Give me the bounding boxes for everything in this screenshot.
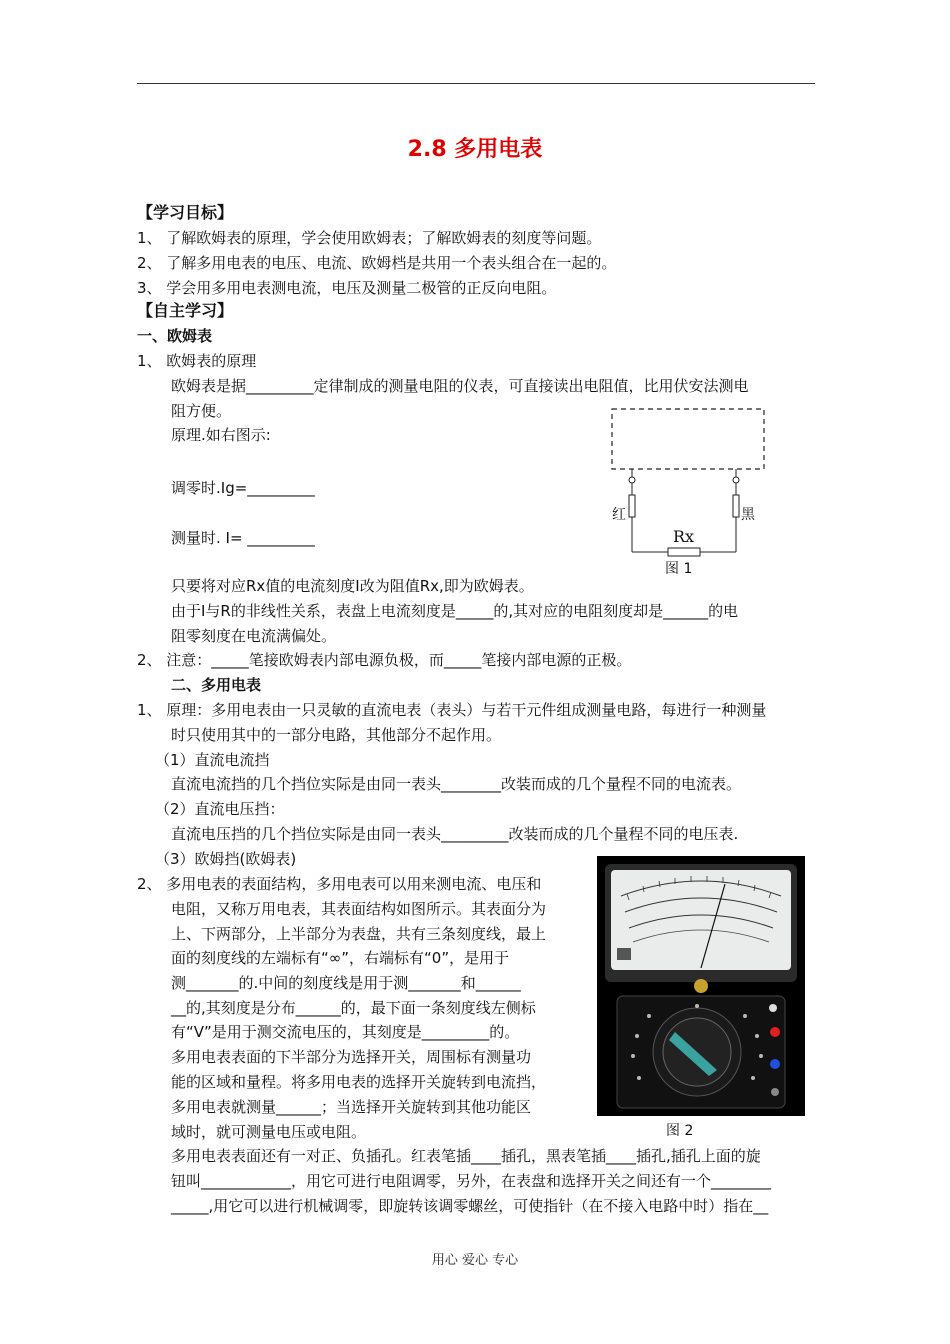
figure2-multimeter [597,856,805,1116]
subheading-ohm: （3）欧姆挡(欧姆表) [155,850,297,868]
dashed-box [612,409,764,469]
paragraph-line: 域时，就可测量电压或电阻。 [171,1123,367,1141]
part2-heading: 二、多用电表 [171,676,262,694]
figure1-circuit [600,405,780,580]
paragraph-line: 欧姆表是据_________定律制成的测量电阻的仪表，可直接读出电阻值，比用伏安法测电 [171,377,749,395]
goal-1: 1、 了解欧姆表的原理，学会使用欧姆表；了解欧姆表的刻度等问题。 [137,229,602,247]
paragraph-line: 上、下两部分，上半部分为表盘，共有三条刻度线，最上 [171,925,547,943]
item2-note: 2、 注意：_____笔接欧姆表内部电源负极，而_____笔接内部电源的正极。 [137,651,632,669]
jack-bottom [771,1088,779,1096]
paragraph-line: 多用电表表面还有一对正、负插孔。红表笔插____插孔，黑表笔插____插孔,插孔上面的旋 [171,1147,761,1165]
paragraph-line: 调零时.Ig=_________ [171,479,315,497]
paragraph-line: __的,其刻度是分布______的，最下面一条刻度线左侧标 [171,999,536,1017]
paragraph-line: 面的刻度线的左端标有“∞”，右端标有“0”，是用于 [171,949,510,967]
blue-jack [770,1059,780,1069]
paragraph-line: 直流电压挡的几个挡位实际是由同一表头_________改装而成的几个量程不同的电压表. [171,825,739,843]
paragraph-line: 直流电流挡的几个挡位实际是由同一表头________改装而成的几个量程不同的电流表。 [171,775,742,793]
figure1-caption: 图 1 [665,561,693,577]
rx-resistor [668,548,700,556]
jack-top [769,1004,777,1012]
paragraph-line: 只要将对应Rx值的电流刻度Ⅰ改为阻值Rx,即为欧姆表。 [171,577,534,595]
red-jack [770,1027,780,1037]
part1-heading: 一、欧姆表 [137,327,213,345]
zero-adjust-screw [694,979,708,993]
red-terminal [629,477,635,483]
black-probe [733,495,739,517]
figure2-caption: 图 2 [666,1123,694,1139]
paragraph-line: 多用电表就测量______；当选择开关旋转到其他功能区 [171,1098,532,1116]
black-terminal [733,477,739,483]
paragraph-line: 有“V”是用于测交流电压的，其刻度是_________的。 [171,1023,520,1041]
paragraph-line: 时只使用其中的一部分电路，其他部分不起作用。 [171,726,502,744]
paragraph-line: 能的区域和量程。将多用电表的选择开关旋转到电流挡， [171,1073,547,1091]
black-probe-label: 黑 [741,507,755,523]
paragraph-line: 原理.如右图示: [171,426,271,444]
page-footer: 用心 爱心 专心 [431,1253,519,1268]
paragraph-line: 钮叫____________，用它可进行电阻调零，另外，在表盘和选择开关之间还有一个________ [171,1172,772,1190]
paragraph-line: _____,用它可以进行机械调零，即旋转该调零螺丝，可使指针（在不接入电路中时）指在__ [171,1197,769,1215]
red-probe-label: 红 [612,507,626,523]
subheading-dc-current: （1）直流电流挡 [155,751,270,769]
paragraph-line: 测_______的.中间的刻度线是用于测_______和______ [171,974,521,992]
dial-face [611,870,791,970]
paragraph-line: 阻零刻度在电流满偏处。 [171,627,337,645]
goal-2: 2、 了解多用电表的电压、电流、欧姆档是共用一个表头组合在一起的。 [137,254,617,272]
paragraph-line: 电阻，又称万用电表，其表面结构如图所示。其表面分为 [171,900,547,918]
rx-label: Rx [673,527,695,546]
self-study-heading: 【自主学习】 [137,301,234,320]
red-probe [629,495,635,517]
item1-heading: 1、 欧姆表的原理 [137,352,257,370]
goals-heading: 【学习目标】 [137,203,234,222]
subheading-dc-voltage: （2）直流电压挡： [155,800,285,818]
paragraph-line: 2、 多用电表的表面结构，多用电表可以用来测电流、电压和 [137,875,542,893]
goal-3: 3、 学会用多用电表测电流，电压及测量二极管的正反向电阻。 [137,279,557,297]
paragraph-line: 由于I与R的非线性关系，表盘上电流刻度是_____的,其对应的电阻刻度却是______的电 [171,602,739,620]
paragraph-line: 多用电表表面的下半部分为选择开关，周围标有测量功 [171,1048,532,1066]
paragraph-line: 阻方便。 [171,402,232,420]
paragraph-line: 测量时. I= _________ [171,529,315,547]
header-rule [137,83,815,84]
page-title: 2.8 多用电表 [407,137,543,162]
paragraph-line: 1、 原理：多用电表由一只灵敏的直流电表（表头）与若干元件组成测量电路，每进行一种测量 [137,701,767,719]
